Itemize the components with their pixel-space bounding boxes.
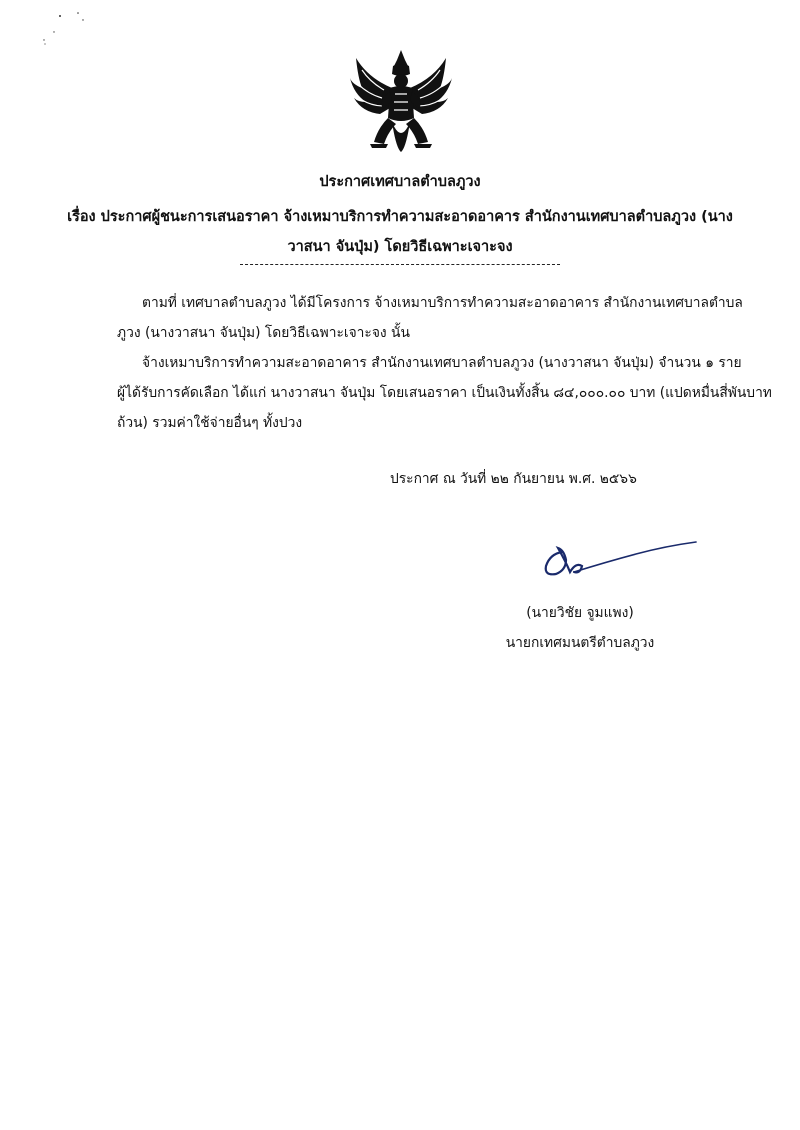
paragraph-line: ตามที่ เทศบาลตำบลภูวง ได้มีโครงการ จ้างเหมาบริการทำความสะอาดอาคาร สำนักงานเทศบาลตำบล	[142, 295, 743, 311]
paragraph-background	[117, 288, 743, 348]
announcement-date: ประกาศ ณ วันที่ ๒๒ กันยายน พ.ศ. ๒๕๖๖	[390, 471, 637, 487]
garuda-emblem-icon	[348, 48, 454, 156]
signature-icon	[536, 532, 700, 588]
subject-line-1: เรื่อง ประกาศผู้ชนะการเสนอราคา จ้างเหมาบริการทำความสะอาดอาคาร สำนักงานเทศบาลตำบลภูวง (นาง	[67, 209, 733, 225]
paragraph-line: ผู้ได้รับการคัดเลือก ได้แก่ นางวาสนา จันปุ่ม โดยเสนอราคา เป็นเงินทั้งสิ้น ๘๔,๐๐๐.๐๐ บาท (แปดหมื่นสี่พันบาท	[117, 385, 772, 401]
signer-block	[500, 598, 660, 658]
signer-position: นายกเทศมนตรีตำบลภูวง	[505, 635, 655, 651]
scan-specks	[40, 10, 100, 50]
paragraph-line: จ้างเหมาบริการทำความสะอาดอาคาร สำนักงานเทศบาลตำบลภูวง (นางวาสนา จันปุ่ม) จำนวน ๑ ราย	[142, 355, 742, 371]
signer-name: (นายวิชัย จูมแพง)	[526, 605, 634, 621]
document-title: ประกาศเทศบาลตำบลภูวง	[319, 174, 481, 190]
paragraph-line: ภูวง (นางวาสนา จันปุ่ม) โดยวิธีเฉพาะเจาะจง นั้น	[117, 325, 410, 341]
paragraph-line: ถ้วน) รวมค่าใช้จ่ายอื่นๆ ทั้งปวง	[117, 415, 303, 431]
subject-line-2: วาสนา จันปุ่ม) โดยวิธีเฉพาะเจาะจง	[287, 239, 513, 255]
separator-line	[240, 264, 560, 265]
subject-heading	[60, 202, 740, 262]
paragraph-award	[117, 348, 772, 438]
